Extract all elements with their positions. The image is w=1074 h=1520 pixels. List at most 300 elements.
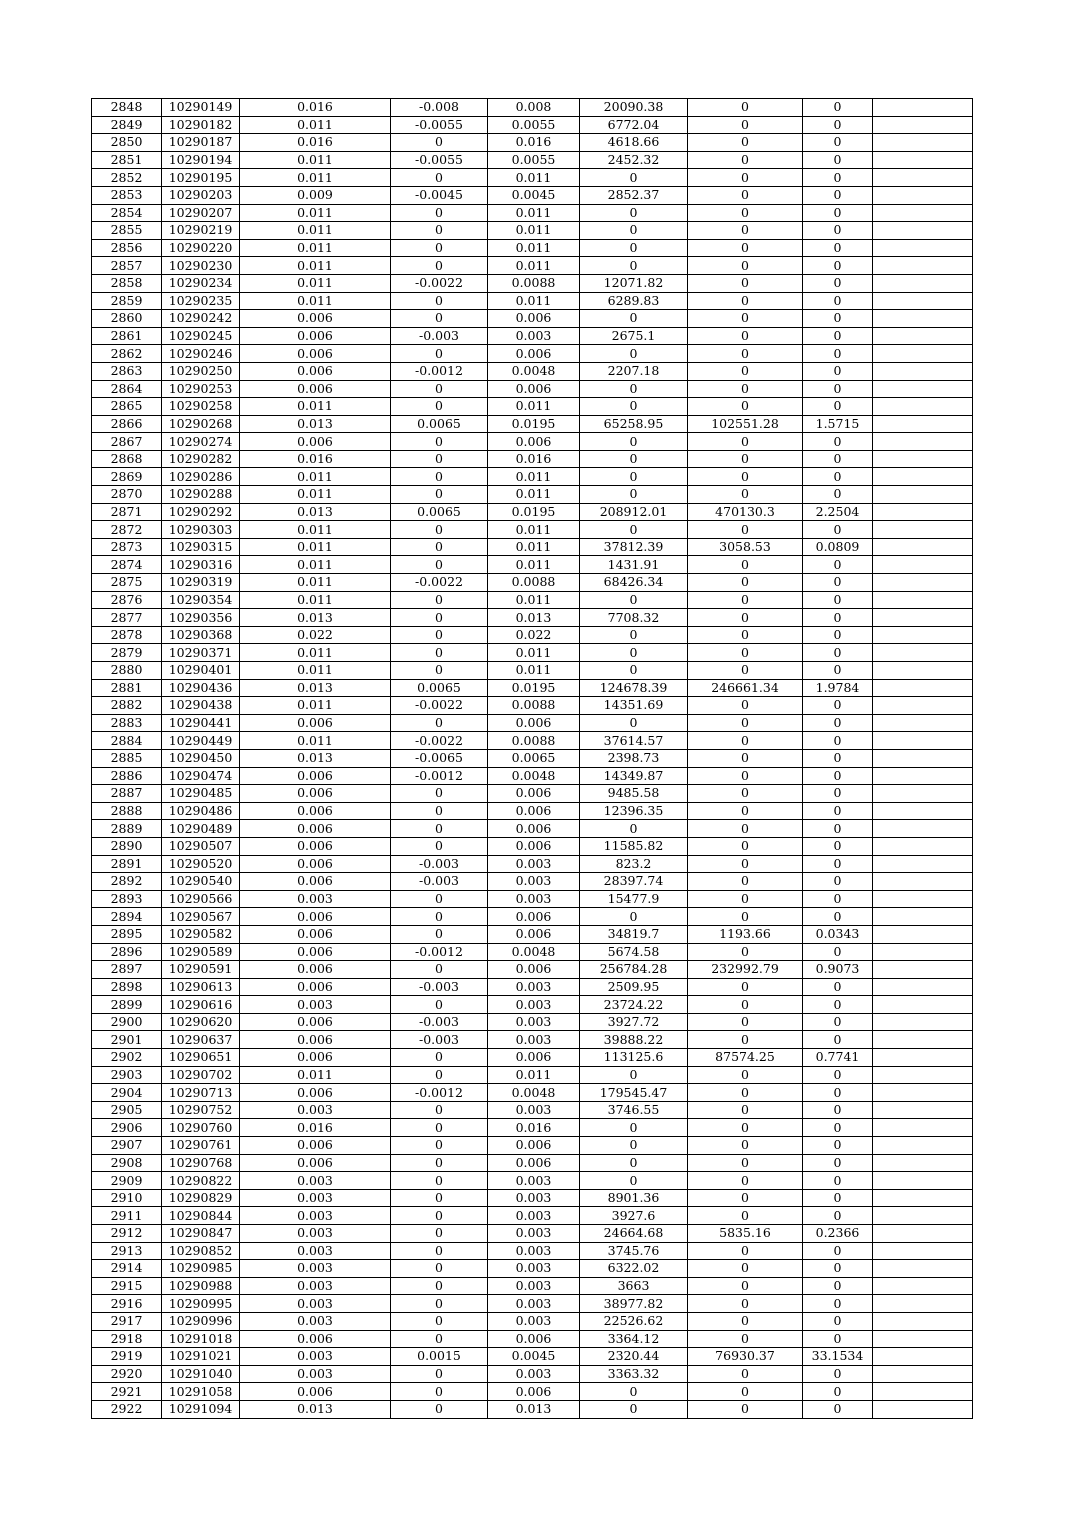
blank-cell: [873, 1295, 973, 1313]
code-cell: 10290194: [162, 151, 240, 169]
blank-cell: [873, 538, 973, 556]
value-b-cell: 0: [391, 222, 488, 240]
value-b-cell: 0: [391, 292, 488, 310]
row-index-cell: 2850: [92, 134, 162, 152]
blank-cell: [873, 239, 973, 257]
ratio-cell: 0: [803, 1277, 873, 1295]
value-c-cell: 0.003: [488, 1031, 580, 1049]
table-row: [92, 662, 973, 680]
value-c-cell: 0.003: [488, 1277, 580, 1295]
code-cell: 10290485: [162, 785, 240, 803]
amount-a-cell: 8901.36: [580, 1189, 688, 1207]
code-cell: 10290250: [162, 362, 240, 380]
row-index-cell: 2894: [92, 908, 162, 926]
value-c-cell: 0.008: [488, 99, 580, 117]
value-b-cell: 0: [391, 1172, 488, 1190]
table-row: [92, 749, 973, 767]
blank-cell: [873, 433, 973, 451]
ratio-cell: 0: [803, 908, 873, 926]
code-cell: 10290246: [162, 345, 240, 363]
value-b-cell: 0: [391, 644, 488, 662]
code-cell: 10290258: [162, 398, 240, 416]
amount-a-cell: 24664.68: [580, 1225, 688, 1243]
amount-a-cell: 12396.35: [580, 802, 688, 820]
value-c-cell: 0.006: [488, 1154, 580, 1172]
amount-b-cell: 0: [688, 433, 803, 451]
row-index-cell: 2905: [92, 1101, 162, 1119]
table-row: [92, 1172, 973, 1190]
value-a-cell: 0.006: [240, 802, 391, 820]
table-row: [92, 327, 973, 345]
blank-cell: [873, 1260, 973, 1278]
value-a-cell: 0.016: [240, 99, 391, 117]
amount-b-cell: 0: [688, 1330, 803, 1348]
value-a-cell: 0.013: [240, 1400, 391, 1418]
ratio-cell: 0: [803, 714, 873, 732]
ratio-cell: 0: [803, 169, 873, 187]
blank-cell: [873, 749, 973, 767]
code-cell: 10290438: [162, 697, 240, 715]
value-c-cell: 0.0048: [488, 767, 580, 785]
amount-b-cell: 0: [688, 591, 803, 609]
code-cell: 10290449: [162, 732, 240, 750]
amount-a-cell: 12071.82: [580, 274, 688, 292]
value-c-cell: 0.003: [488, 1242, 580, 1260]
code-cell: 10290450: [162, 749, 240, 767]
amount-b-cell: 0: [688, 1260, 803, 1278]
value-b-cell: -0.003: [391, 327, 488, 345]
amount-b-cell: 0: [688, 1154, 803, 1172]
amount-b-cell: 3058.53: [688, 538, 803, 556]
amount-a-cell: 0: [580, 1154, 688, 1172]
ratio-cell: 0: [803, 134, 873, 152]
row-index-cell: 2874: [92, 556, 162, 574]
table-row: [92, 450, 973, 468]
amount-b-cell: 0: [688, 785, 803, 803]
value-c-cell: 0.013: [488, 1400, 580, 1418]
value-a-cell: 0.006: [240, 433, 391, 451]
ratio-cell: 0: [803, 186, 873, 204]
table-row: [92, 1277, 973, 1295]
amount-a-cell: 0: [580, 1400, 688, 1418]
table-row: [92, 257, 973, 275]
table-row: [92, 151, 973, 169]
amount-b-cell: 0: [688, 310, 803, 328]
value-b-cell: 0: [391, 486, 488, 504]
amount-a-cell: 0: [580, 310, 688, 328]
blank-cell: [873, 1137, 973, 1155]
blank-cell: [873, 1013, 973, 1031]
value-a-cell: 0.006: [240, 925, 391, 943]
row-index-cell: 2851: [92, 151, 162, 169]
code-cell: 10290520: [162, 855, 240, 873]
value-a-cell: 0.006: [240, 978, 391, 996]
blank-cell: [873, 1365, 973, 1383]
blank-cell: [873, 855, 973, 873]
amount-b-cell: 0: [688, 486, 803, 504]
value-b-cell: -0.0012: [391, 362, 488, 380]
value-c-cell: 0.0195: [488, 415, 580, 433]
row-index-cell: 2889: [92, 820, 162, 838]
value-a-cell: 0.006: [240, 1137, 391, 1155]
ratio-cell: 0: [803, 151, 873, 169]
table-row: [92, 222, 973, 240]
value-a-cell: 0.003: [240, 1172, 391, 1190]
value-a-cell: 0.011: [240, 222, 391, 240]
code-cell: 10290219: [162, 222, 240, 240]
code-cell: 10290489: [162, 820, 240, 838]
value-a-cell: 0.009: [240, 186, 391, 204]
table-row: [92, 820, 973, 838]
table-row: [92, 925, 973, 943]
row-index-cell: 2887: [92, 785, 162, 803]
value-a-cell: 0.003: [240, 1207, 391, 1225]
blank-cell: [873, 151, 973, 169]
amount-b-cell: 0: [688, 1084, 803, 1102]
blank-cell: [873, 450, 973, 468]
blank-cell: [873, 99, 973, 117]
row-index-cell: 2907: [92, 1137, 162, 1155]
blank-cell: [873, 1225, 973, 1243]
row-index-cell: 2898: [92, 978, 162, 996]
ratio-cell: 0: [803, 204, 873, 222]
blank-cell: [873, 1101, 973, 1119]
value-a-cell: 0.006: [240, 961, 391, 979]
ratio-cell: 0: [803, 380, 873, 398]
value-c-cell: 0.016: [488, 134, 580, 152]
table-row: [92, 978, 973, 996]
value-c-cell: 0.011: [488, 239, 580, 257]
ratio-cell: 0: [803, 1189, 873, 1207]
table-row: [92, 996, 973, 1014]
amount-b-cell: 0: [688, 802, 803, 820]
table-row: [92, 1031, 973, 1049]
ratio-cell: 0: [803, 1365, 873, 1383]
value-b-cell: 0: [391, 1295, 488, 1313]
amount-b-cell: 0: [688, 239, 803, 257]
ratio-cell: 0: [803, 239, 873, 257]
code-cell: 10290230: [162, 257, 240, 275]
blank-cell: [873, 925, 973, 943]
ratio-cell: 1.5715: [803, 415, 873, 433]
table-row: [92, 679, 973, 697]
amount-a-cell: 0: [580, 398, 688, 416]
table-row: [92, 767, 973, 785]
ratio-cell: 0: [803, 1154, 873, 1172]
value-a-cell: 0.022: [240, 626, 391, 644]
amount-a-cell: 37614.57: [580, 732, 688, 750]
amount-a-cell: 6289.83: [580, 292, 688, 310]
table-row: [92, 1260, 973, 1278]
row-index-cell: 2857: [92, 257, 162, 275]
blank-cell: [873, 398, 973, 416]
table-row: [92, 644, 973, 662]
value-a-cell: 0.003: [240, 1242, 391, 1260]
value-c-cell: 0.003: [488, 1207, 580, 1225]
ratio-cell: 0: [803, 1084, 873, 1102]
ratio-cell: 0: [803, 785, 873, 803]
table-row: [92, 486, 973, 504]
ratio-cell: 0: [803, 99, 873, 117]
blank-cell: [873, 468, 973, 486]
amount-b-cell: 0: [688, 749, 803, 767]
amount-b-cell: 102551.28: [688, 415, 803, 433]
row-index-cell: 2899: [92, 996, 162, 1014]
table-row: [92, 1365, 973, 1383]
amount-a-cell: 0: [580, 714, 688, 732]
code-cell: 10290303: [162, 521, 240, 539]
amount-b-cell: 0: [688, 380, 803, 398]
code-cell: 10290566: [162, 890, 240, 908]
value-b-cell: -0.003: [391, 873, 488, 891]
ratio-cell: 0: [803, 556, 873, 574]
code-cell: 10290356: [162, 609, 240, 627]
value-b-cell: -0.008: [391, 99, 488, 117]
ratio-cell: 0.0809: [803, 538, 873, 556]
amount-a-cell: 2207.18: [580, 362, 688, 380]
value-a-cell: 0.006: [240, 820, 391, 838]
code-cell: 10290207: [162, 204, 240, 222]
value-b-cell: 0: [391, 1242, 488, 1260]
code-cell: 10290567: [162, 908, 240, 926]
blank-cell: [873, 134, 973, 152]
code-cell: 10290282: [162, 450, 240, 468]
ratio-cell: 0: [803, 398, 873, 416]
table-row: [92, 785, 973, 803]
table-row: [92, 697, 973, 715]
value-a-cell: 0.011: [240, 257, 391, 275]
ratio-cell: 0: [803, 327, 873, 345]
value-a-cell: 0.006: [240, 908, 391, 926]
value-a-cell: 0.011: [240, 538, 391, 556]
blank-cell: [873, 697, 973, 715]
value-b-cell: -0.0022: [391, 574, 488, 592]
row-index-cell: 2904: [92, 1084, 162, 1102]
code-cell: 10290315: [162, 538, 240, 556]
row-index-cell: 2888: [92, 802, 162, 820]
value-b-cell: 0: [391, 1049, 488, 1067]
ratio-cell: 0: [803, 1312, 873, 1330]
ratio-cell: 0: [803, 450, 873, 468]
row-index-cell: 2901: [92, 1031, 162, 1049]
table-row: [92, 134, 973, 152]
code-cell: 10290996: [162, 1312, 240, 1330]
row-index-cell: 2911: [92, 1207, 162, 1225]
code-cell: 10290235: [162, 292, 240, 310]
value-a-cell: 0.003: [240, 1189, 391, 1207]
row-index-cell: 2909: [92, 1172, 162, 1190]
amount-a-cell: 2398.73: [580, 749, 688, 767]
value-b-cell: -0.003: [391, 855, 488, 873]
value-c-cell: 0.0048: [488, 1084, 580, 1102]
value-a-cell: 0.003: [240, 1277, 391, 1295]
amount-a-cell: 0: [580, 1119, 688, 1137]
value-b-cell: 0: [391, 398, 488, 416]
blank-cell: [873, 556, 973, 574]
value-b-cell: 0: [391, 169, 488, 187]
value-b-cell: 0: [391, 1225, 488, 1243]
value-b-cell: -0.0022: [391, 732, 488, 750]
amount-a-cell: 0: [580, 257, 688, 275]
value-c-cell: 0.0048: [488, 362, 580, 380]
value-b-cell: 0: [391, 1330, 488, 1348]
value-c-cell: 0.011: [488, 662, 580, 680]
amount-b-cell: 0: [688, 943, 803, 961]
value-c-cell: 0.003: [488, 1225, 580, 1243]
blank-cell: [873, 626, 973, 644]
value-a-cell: 0.011: [240, 274, 391, 292]
table-row: [92, 1225, 973, 1243]
amount-b-cell: 0: [688, 169, 803, 187]
code-cell: 10290220: [162, 239, 240, 257]
code-cell: 10290441: [162, 714, 240, 732]
ratio-cell: 0: [803, 890, 873, 908]
value-b-cell: 0: [391, 961, 488, 979]
code-cell: 10291058: [162, 1383, 240, 1401]
amount-a-cell: 2452.32: [580, 151, 688, 169]
value-c-cell: 0.011: [488, 169, 580, 187]
ratio-cell: 0.2366: [803, 1225, 873, 1243]
amount-a-cell: 28397.74: [580, 873, 688, 891]
row-index-cell: 2896: [92, 943, 162, 961]
value-a-cell: 0.011: [240, 398, 391, 416]
value-b-cell: 0: [391, 890, 488, 908]
value-c-cell: 0.006: [488, 1330, 580, 1348]
amount-a-cell: 15477.9: [580, 890, 688, 908]
amount-a-cell: 39888.22: [580, 1031, 688, 1049]
ratio-cell: 0: [803, 943, 873, 961]
table-row: [92, 1013, 973, 1031]
table-row: [92, 556, 973, 574]
amount-b-cell: 0: [688, 521, 803, 539]
value-b-cell: 0: [391, 345, 488, 363]
value-c-cell: 0.0088: [488, 274, 580, 292]
ratio-cell: 0: [803, 1101, 873, 1119]
table-row: [92, 1348, 973, 1366]
amount-b-cell: 0: [688, 1119, 803, 1137]
amount-a-cell: 0: [580, 450, 688, 468]
ratio-cell: 0: [803, 1383, 873, 1401]
value-b-cell: -0.003: [391, 978, 488, 996]
table-row: [92, 433, 973, 451]
code-cell: 10290288: [162, 486, 240, 504]
value-a-cell: 0.006: [240, 767, 391, 785]
value-c-cell: 0.0088: [488, 574, 580, 592]
amount-a-cell: 823.2: [580, 855, 688, 873]
blank-cell: [873, 521, 973, 539]
table-row: [92, 1189, 973, 1207]
blank-cell: [873, 222, 973, 240]
table-row: [92, 855, 973, 873]
code-cell: 10290292: [162, 503, 240, 521]
value-a-cell: 0.011: [240, 204, 391, 222]
value-b-cell: 0: [391, 591, 488, 609]
table-row: [92, 398, 973, 416]
ratio-cell: 0: [803, 749, 873, 767]
ratio-cell: 0: [803, 362, 873, 380]
ratio-cell: 0: [803, 274, 873, 292]
row-index-cell: 2914: [92, 1260, 162, 1278]
value-a-cell: 0.006: [240, 785, 391, 803]
blank-cell: [873, 274, 973, 292]
table-row: [92, 890, 973, 908]
value-b-cell: 0: [391, 1189, 488, 1207]
amount-b-cell: 0: [688, 151, 803, 169]
value-b-cell: -0.003: [391, 1013, 488, 1031]
ratio-cell: 0: [803, 310, 873, 328]
table-row: [92, 186, 973, 204]
value-b-cell: 0: [391, 538, 488, 556]
blank-cell: [873, 1172, 973, 1190]
value-a-cell: 0.013: [240, 749, 391, 767]
value-b-cell: 0: [391, 1383, 488, 1401]
value-a-cell: 0.013: [240, 415, 391, 433]
value-a-cell: 0.006: [240, 327, 391, 345]
table-row: [92, 521, 973, 539]
value-c-cell: 0.011: [488, 591, 580, 609]
amount-a-cell: 23724.22: [580, 996, 688, 1014]
value-c-cell: 0.003: [488, 1189, 580, 1207]
value-b-cell: 0: [391, 609, 488, 627]
table-row: [92, 1330, 973, 1348]
ratio-cell: 0: [803, 732, 873, 750]
value-c-cell: 0.011: [488, 521, 580, 539]
code-cell: 10290274: [162, 433, 240, 451]
value-c-cell: 0.011: [488, 398, 580, 416]
table-row: [92, 609, 973, 627]
amount-a-cell: 3927.72: [580, 1013, 688, 1031]
row-index-cell: 2849: [92, 116, 162, 134]
row-index-cell: 2908: [92, 1154, 162, 1172]
code-cell: 10290149: [162, 99, 240, 117]
code-cell: 10290822: [162, 1172, 240, 1190]
blank-cell: [873, 873, 973, 891]
table-row: [92, 380, 973, 398]
value-b-cell: 0: [391, 257, 488, 275]
ratio-cell: 0: [803, 1119, 873, 1137]
ratio-cell: 0: [803, 345, 873, 363]
row-index-cell: 2865: [92, 398, 162, 416]
row-index-cell: 2912: [92, 1225, 162, 1243]
ratio-cell: 1.9784: [803, 679, 873, 697]
code-cell: 10290203: [162, 186, 240, 204]
blank-cell: [873, 1119, 973, 1137]
amount-b-cell: 0: [688, 714, 803, 732]
amount-b-cell: 0: [688, 1172, 803, 1190]
ratio-cell: 0: [803, 996, 873, 1014]
value-c-cell: 0.006: [488, 925, 580, 943]
value-a-cell: 0.006: [240, 310, 391, 328]
value-c-cell: 0.011: [488, 468, 580, 486]
value-b-cell: -0.0022: [391, 274, 488, 292]
value-a-cell: 0.011: [240, 151, 391, 169]
amount-b-cell: 0: [688, 908, 803, 926]
value-c-cell: 0.006: [488, 1383, 580, 1401]
amount-b-cell: 0: [688, 327, 803, 345]
ratio-cell: 0.7741: [803, 1049, 873, 1067]
code-cell: 10290316: [162, 556, 240, 574]
value-a-cell: 0.003: [240, 1348, 391, 1366]
code-cell: 10290195: [162, 169, 240, 187]
row-index-cell: 2886: [92, 767, 162, 785]
blank-cell: [873, 169, 973, 187]
row-index-cell: 2895: [92, 925, 162, 943]
amount-a-cell: 6322.02: [580, 1260, 688, 1278]
amount-a-cell: 0: [580, 1172, 688, 1190]
table-row: [92, 1154, 973, 1172]
value-b-cell: 0: [391, 1365, 488, 1383]
row-index-cell: 2864: [92, 380, 162, 398]
